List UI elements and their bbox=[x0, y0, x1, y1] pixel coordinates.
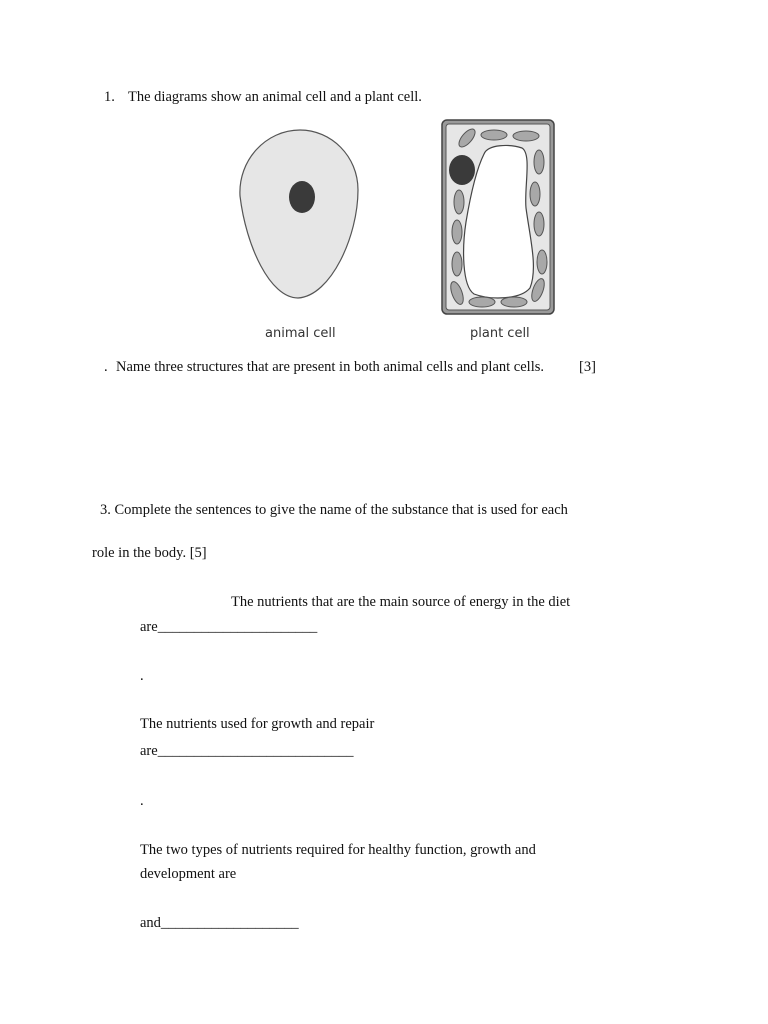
sentence-3-line-1: The two types of nutrients required for healthy function, growth and bbox=[140, 842, 536, 858]
question-2-marks: [3] bbox=[579, 359, 596, 375]
plant-cell-diagram bbox=[440, 118, 558, 318]
question-2-text: Name three structures that are present in both animal cells and plant cells. bbox=[116, 359, 544, 375]
sentence-3-answer-blank[interactable]: and___________________ bbox=[140, 915, 299, 931]
plant-cell-nucleus bbox=[449, 155, 475, 185]
sentence-2-answer-blank[interactable]: are___________________________ bbox=[140, 743, 354, 759]
sentence-3-line-2: development are bbox=[140, 866, 237, 882]
sentence-2-line-1: The nutrients used for growth and repair bbox=[140, 716, 375, 732]
question-3-line-2: role in the body. [5] bbox=[92, 545, 207, 561]
sentence-1-line-1: The nutrients that are the main source of energy in the diet bbox=[231, 594, 571, 610]
sentence-2-dot: . bbox=[140, 793, 144, 809]
question-2-number: . bbox=[104, 359, 108, 375]
sentence-1-answer-blank[interactable]: are______________________ bbox=[140, 619, 318, 635]
animal-cell-diagram bbox=[236, 126, 364, 302]
sentence-1-dot: . bbox=[140, 668, 144, 684]
animal-cell-membrane bbox=[240, 130, 358, 298]
question-1-text: The diagrams show an animal cell and a plant cell. bbox=[128, 89, 422, 105]
animal-cell-label: animal cell bbox=[265, 326, 336, 341]
plant-cell-label: plant cell bbox=[470, 326, 530, 341]
animal-cell-nucleus bbox=[289, 181, 315, 213]
question-1-number: 1. bbox=[104, 89, 115, 105]
question-3-line-1: 3. Complete the sentences to give the name of the substance that is used for each bbox=[100, 502, 568, 518]
